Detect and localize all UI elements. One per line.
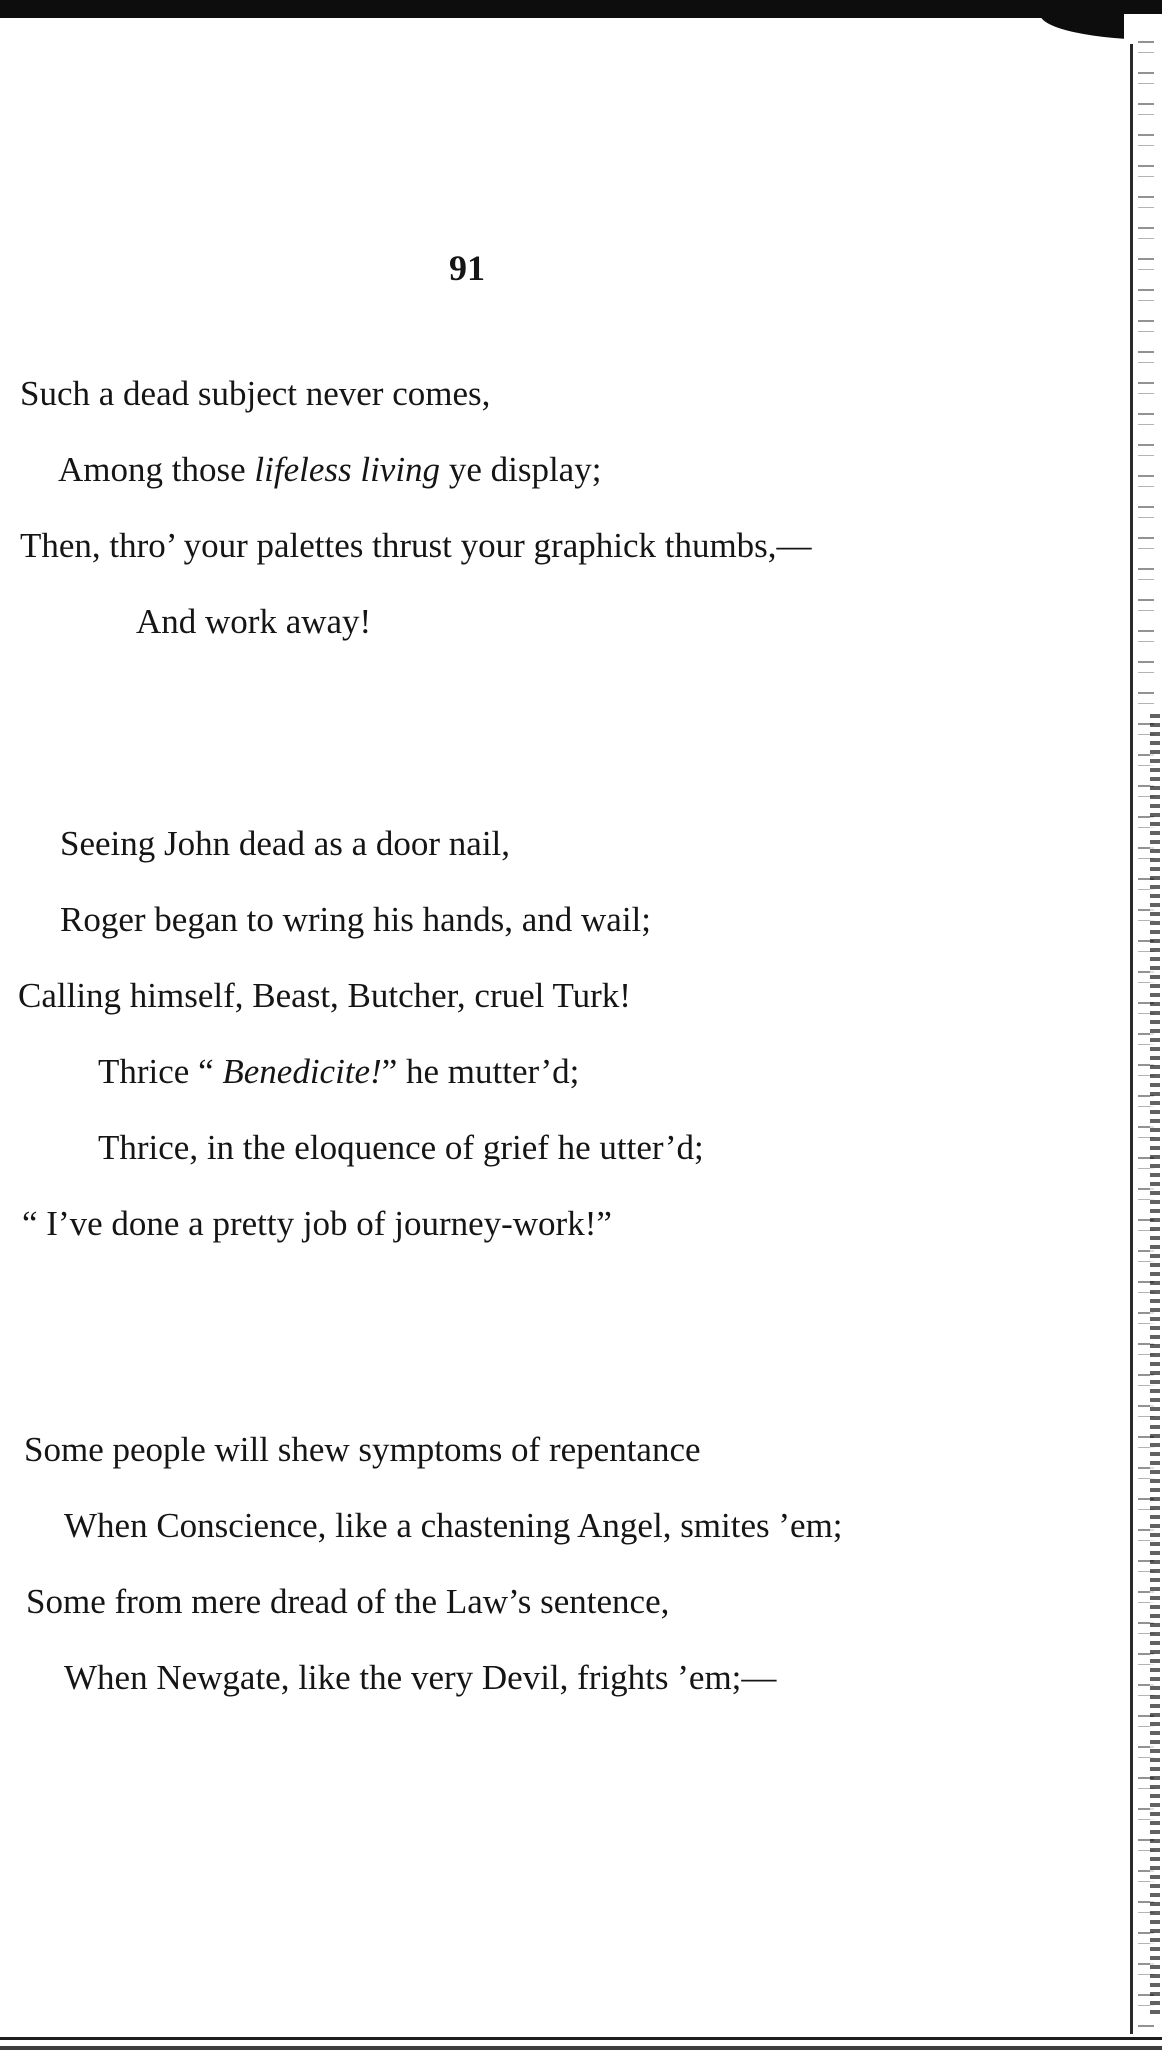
verse-line	[26, 1584, 669, 1619]
verse-text: Some people will shew symptoms of repentance	[24, 1430, 701, 1469]
verse-line	[20, 528, 812, 563]
verse-line	[64, 1508, 843, 1543]
binding-texture-lower	[1150, 714, 1160, 2014]
verse-line	[98, 1130, 704, 1165]
verse-line	[60, 902, 651, 937]
verse-text: And work away!	[136, 602, 372, 641]
verse-text: ye display;	[440, 450, 602, 489]
verse-italic-text: lifeless living	[254, 450, 441, 489]
page-number: 91	[449, 248, 485, 288]
verse-line	[60, 826, 510, 861]
verse-text: Thrice “	[98, 1052, 223, 1091]
verse-line	[20, 376, 490, 411]
verse-line	[24, 1432, 701, 1467]
verse-text: When Conscience, like a chastening Angel, smites ’em;	[64, 1506, 843, 1545]
verse-text: Such a dead subject never comes,	[20, 374, 491, 413]
verse-line	[22, 1206, 612, 1241]
verse-text: Roger began to wring his hands, and wail;	[60, 900, 652, 939]
verse-text: “ I’ve done a pretty job of journey-work!”	[22, 1204, 612, 1243]
page-top-edge	[0, 0, 1162, 18]
page-bottom-shadow	[0, 2046, 1162, 2050]
verse-text: Calling himself, Beast, Butcher, cruel Turk!	[18, 976, 631, 1015]
book-binding-edge	[1124, 14, 1162, 2050]
verse-text: Among those	[58, 450, 255, 489]
verse-text: ” he mutter’d;	[381, 1052, 580, 1091]
binding-line	[1130, 44, 1133, 2034]
verse-text: Seeing John dead as a door nail,	[60, 824, 511, 863]
verse-text: Thrice, in the eloquence of grief he utter’d;	[98, 1128, 704, 1167]
verse-text: Some from mere dread of the Law’s sentence,	[26, 1582, 670, 1621]
verse-line	[136, 604, 371, 639]
verse-line	[58, 452, 601, 487]
verse-line	[18, 978, 631, 1013]
verse-line	[64, 1660, 776, 1695]
verse-text: When Newgate, like the very Devil, frights ’em;—	[64, 1658, 777, 1697]
verse-italic-text: Benedicite!	[222, 1052, 382, 1091]
verse-text: Then, thro’ your palettes thrust your graphick thumbs,—	[20, 526, 812, 565]
page-bottom-edge	[0, 2037, 1162, 2050]
verse-line	[98, 1054, 579, 1089]
